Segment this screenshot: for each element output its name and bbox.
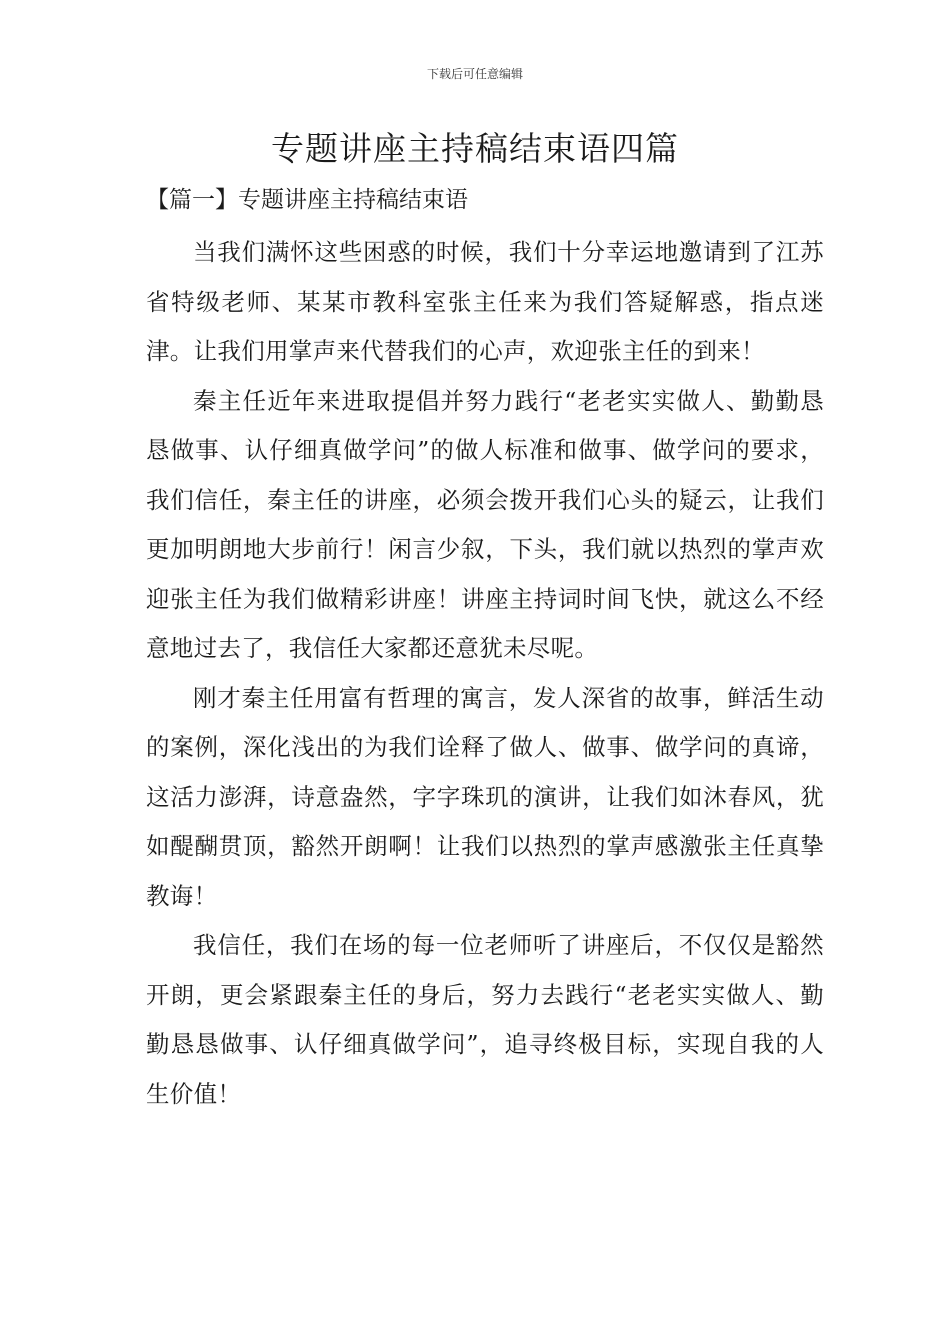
paragraph: 当我们满怀这些困惑的时候，我们十分幸运地邀请到了江苏省特级老师、某某市教科室张主任来为我们答疑解惑，指点迷津。让我们用掌声来代替我们的心声，欢迎张主任的到来！: [146, 238, 824, 365]
section-heading: 【篇一】专题讲座主持稿结束语: [146, 187, 468, 213]
paragraph: 刚才秦主任用富有哲理的寓言，发人深省的故事，鲜活生动的案例，深化浅出的为我们诠释了做人、做事、做学问的真谛，这活力澎湃，诗意盎然，字字珠玑的演讲，让我们如沐春风，犹如醍醐贯顶，豁然开朗啊！让我们以热烈的掌声感激张主任真挚教诲！: [146, 683, 824, 910]
paragraph: 我信任，我们在场的每一位老师听了讲座后，不仅仅是豁然开朗，更会紧跟秦主任的身后，努力去践行“老老实实做人、勤勤恳恳做事、认仔细真做学问”，追寻终极目标，实现自我的人生价值！: [146, 931, 824, 1108]
header-note: 下载后可任意编辑: [426, 67, 523, 81]
paragraph: 秦主任近年来进取提倡并努力践行“老老实实做人、勤勤恳恳做事、认仔细真做学问”的做人标准和做事、做学问的要求，我们信任，秦主任的讲座，必须会拨开我们心头的疑云，让我们更加明朗地大步前行！闲言少叙，下头，我们就以热烈的掌声欢迎张主任为我们做精彩讲座！讲座主持词时间飞快，就这么不经意地过去了，我信任大家都还意犹未尽呢。: [146, 386, 824, 662]
document-title: 专题讲座主持稿结束语四篇: [271, 129, 679, 168]
body-text: [146, 228, 824, 1119]
